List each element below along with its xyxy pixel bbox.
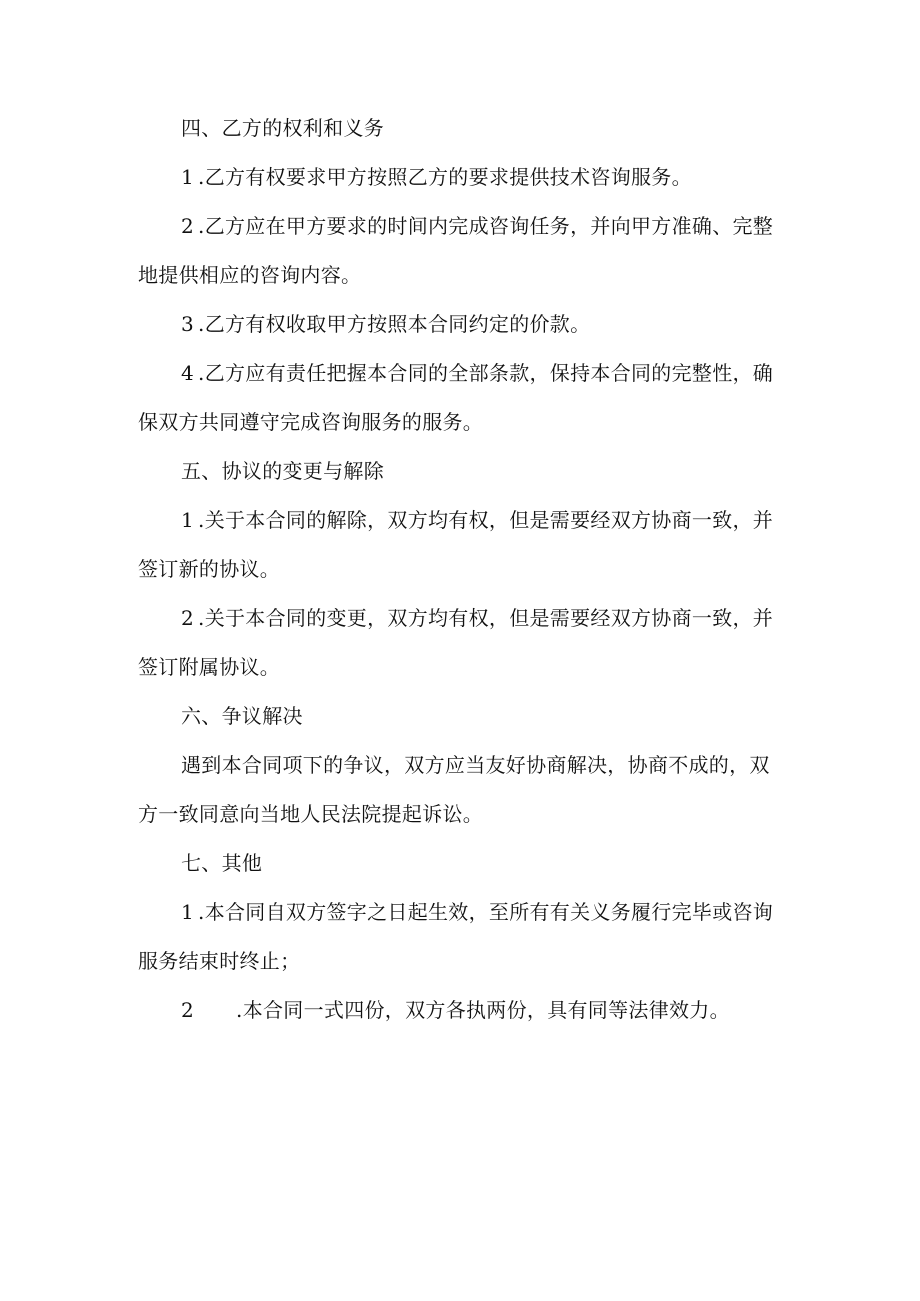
section-heading-rights-obligations: 四、乙方的权利和义务 [181,116,384,140]
clause-text: .本合同一式四份，双方各执两份，具有同等法律效力。 [236,998,730,1022]
dispute-resolution-text: 遇到本合同项下的争议，双方应当友好协商解决，协商不成的，双方一致同意向当地人民法院提起诉讼。 [138,753,770,826]
clause-text: .乙方有权收取甲方按照本合同约定的价款。 [198,312,591,336]
clause-7-2 [138,986,783,1035]
clause-text: .关于本合同的变更，双方均有权，但是需要经双方协商一致，并签订附属协议。 [138,606,774,679]
clause-number: 3 [181,312,195,336]
clause-text: .乙方有权要求甲方按照乙方的要求提供技术咨询服务。 [198,165,692,189]
clause-text: .乙方应有责任把握本合同的全部条款，保持本合同的完整性，确保双方共同遵守完成咨询服务的服务。 [138,361,774,434]
clause-4-2 [138,202,783,300]
clause-text: .乙方应在甲方要求的时间内完成咨询任务，并向甲方准确、完整地提供相应的咨询内容。 [138,214,774,287]
section-heading-other: 七、其他 [181,851,263,875]
clause-7-1 [138,888,783,986]
clause-number: 2 [181,214,195,238]
clause-text: .关于本合同的解除，双方均有权，但是需要经双方协商一致，并签订新的协议。 [138,508,774,581]
clause-number: 4 [181,361,195,385]
clause-4-3 [138,300,783,349]
clause-4-1 [138,153,783,202]
clause-5-2 [138,594,783,692]
clause-number: 1 [181,165,195,189]
clause-number: 2 [181,998,195,1022]
section-heading-dispute-resolution: 六、争议解决 [181,704,303,728]
clause-number: 1 [181,508,195,532]
clause-5-1 [138,496,783,594]
clause-text: .本合同自双方签字之日起生效，至所有有关义务履行完毕或咨询服务结束时终止； [138,900,774,973]
section-heading-change-termination: 五、协议的变更与解除 [181,459,384,483]
clause-4-4 [138,349,783,447]
clause-number: 1 [181,900,195,924]
document-body [138,104,783,1035]
clause-number: 2 [181,606,195,630]
